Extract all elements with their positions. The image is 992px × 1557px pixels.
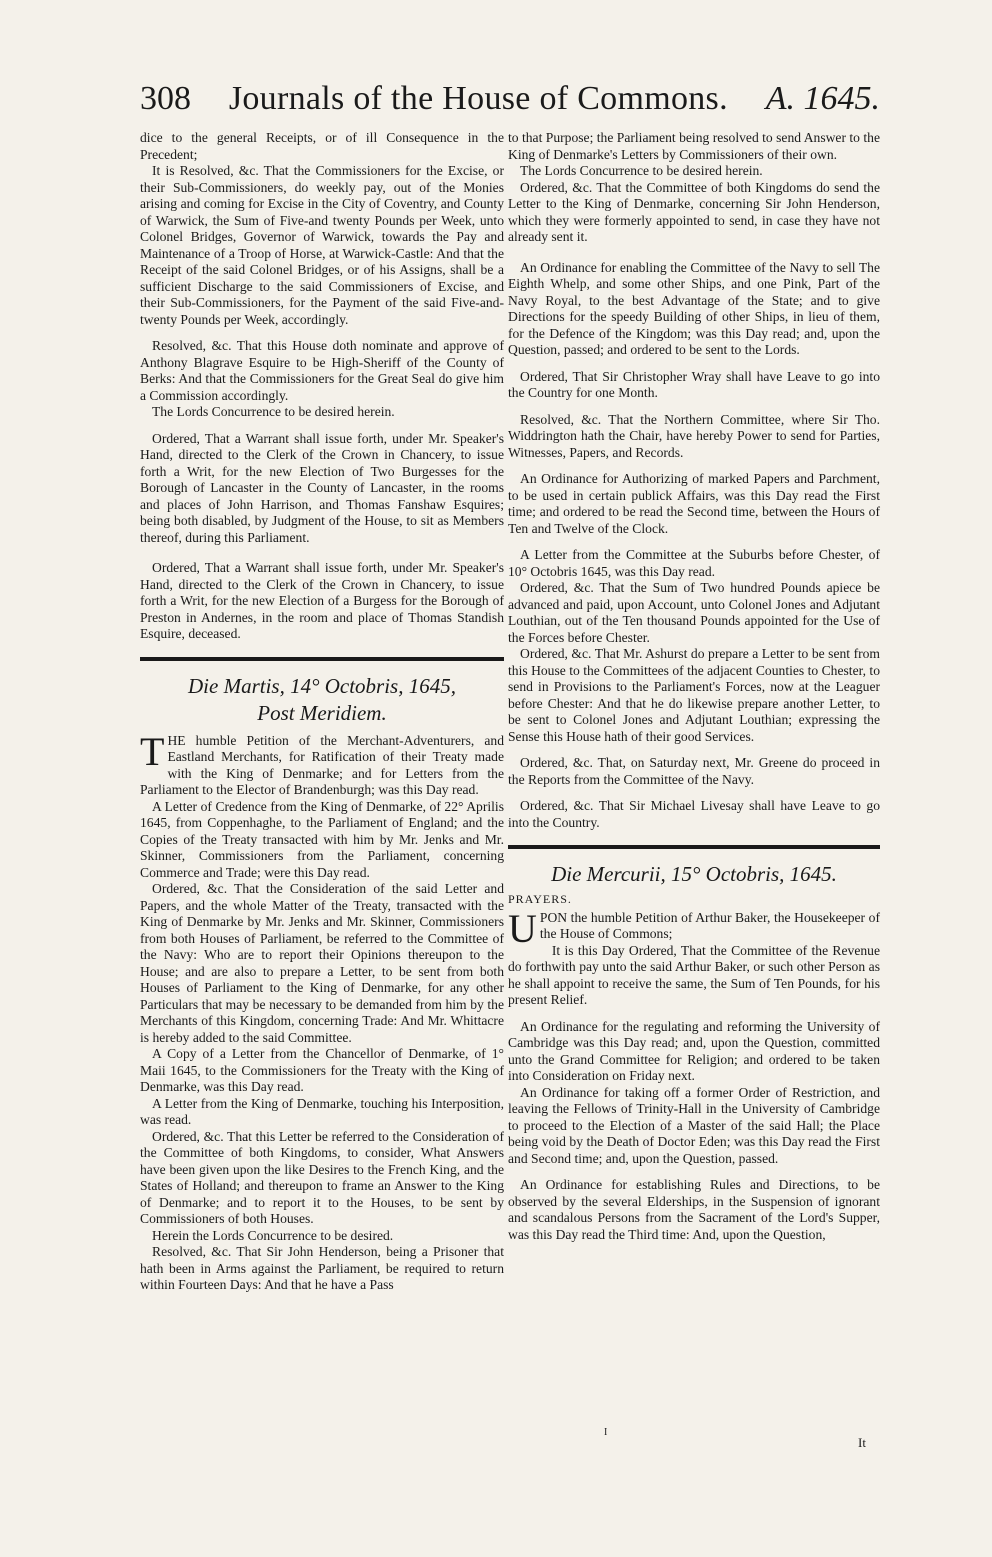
paragraph: A Copy of a Letter from the Chancellor of Denmarke, of 1° Maii 1645, to the Commissioners for the Treaty with the King of Denmarke, was this Day read. (140, 1046, 504, 1094)
paragraph: An Ordinance for taking off a former Order of Restriction, and leaving the Fellows of Trinity-Hall in the University of Cambridge to proceed to the Election of a Master of the said Hall; the Place being void by the Death of Doctor Eden; was this Day read the First and Second time; and, upon the Question, passed. (508, 1084, 880, 1166)
paragraph: The Lords Concurrence to be desired herein. (520, 163, 763, 178)
paragraph: Ordered, &c. That the Sum of Two hundred Pounds apiece be advanced and paid, upon Account, unto Colonel Jones and Adjutant Louthian, out of the Ten thousand Pounds appointed for the Use of the Forces before Chester. (508, 580, 880, 645)
paragraph: Ordered, That Sir Christopher Wray shall have Leave to go into the Country for one Month. (508, 368, 880, 400)
paragraph: dice to the general Receipts, or of ill Consequence in the Precedent; (140, 130, 504, 162)
catchword: It (858, 1435, 866, 1450)
section-divider (140, 657, 504, 661)
paragraph: Ordered, &c. That, on Saturday next, Mr. Greene do proceed in the Reports from the Committee of the Navy. (508, 755, 880, 787)
paragraph: Resolved, &c. That this House doth nominate and approve of Anthony Blagrave Esquire to be High-Sheriff of the County of Berks: And that the Commissioners for the Great Seal do give him a Commission accordingly. (140, 338, 504, 403)
section-divider (508, 845, 880, 849)
paragraph-text: HE humble Petition of the Merchant-Adventurers, and Eastland Merchants, for Ratification of their Treaty made with the King of Denmarke; and for Letters from the Parliament to the Elector of Brandenburgh; was this Day read. (140, 732, 504, 797)
paragraph: A Letter from the Committee at the Suburbs before Chester, of 10° Octobris 1645, was this Day read. (508, 547, 880, 579)
paragraph: The Lords Concurrence to be desired herein. (152, 404, 395, 419)
paragraph: An Ordinance for the regulating and reforming the University of Cambridge was this Day read; and, upon the Question, committed unto the Grand Committee for Religion; and ordered to be taken into Consideration on Friday next. (508, 1018, 880, 1083)
signature-mark: I (604, 1427, 608, 1438)
paragraph: Ordered, &c. That Sir Michael Livesay shall have Leave to go into the Country. (508, 798, 880, 830)
paragraph: Ordered, &c. That the Committee of both Kingdoms do send the Letter to the King of Denmarke, concerning Sir John Henderson, which they were formerly appointed to send, in case they have not already sent it. (508, 179, 880, 244)
paragraph: Ordered, &c. That Mr. Ashurst do prepare a Letter to be sent from this House to the Committees of the adjacent Counties to Chester, to send in Provisions to the Parliament's Forces, now at the Leaguer before Chester: And that he do likewise prepare another Letter, to be sent to Colonel Jones and Adjutant Louthian; expressing the Sense this House hath of their good Services. (508, 646, 880, 744)
paragraph: to that Purpose; the Parliament being resolved to send Answer to the King of Denmarke's Letters by Commissioners of their own. (508, 130, 880, 162)
section-subheading: Post Meridiem. (257, 700, 387, 725)
paragraph-text: PON the humble Petition of Arthur Baker, the Housekeeper of the House of Commons; (539, 909, 880, 941)
paragraph: Herein the Lords Concurrence to be desired. (152, 1227, 394, 1243)
drop-cap: U (508, 905, 537, 951)
paragraph: Ordered, That a Warrant shall issue forth, under Mr. Speaker's Hand, directed to the Clerk of the Crown in Chancery, to issue forth a Writ, for the new Election of Two Burgesses for the Borough of Lancaster in the County of Lancaster, in the rooms and places of John Harrison, and Thomas Fanshaw Esquires; being both disabled, by Judgment of the House, to sit as Members thereof, during this Parliament. (140, 430, 504, 545)
page-number: 308 (140, 80, 191, 117)
paragraph (140, 728, 504, 799)
right-column (508, 130, 880, 1243)
prayers-label: PRAYERS. (508, 892, 572, 906)
paragraph: It is Resolved, &c. That the Commissioners for the Excise, or their Sub-Commissioners, do weekly pay, out of the Monies arising and coming for Excise in the City of Coventry, and County of Warwick, the Sum of Five-and twenty Pounds per Week, unto Colonel Bridges, Governor of Warwick, towards the Pay and Maintenance of a Troop of Horse, at Warwick-Castle: And that the Receipt of the said Colonel Bridges, or of his Assigns, shall be a sufficient Discharge to the said Commissioners of Excise, and their Sub-Commissioners, for the Payment of the said Five-and-twenty Pounds per Week, accordingly. (140, 163, 504, 327)
journal-title: Journals of the House of Commons. (228, 80, 728, 117)
paragraph: Resolved, &c. That Sir John Henderson, being a Prisoner that hath been in Arms against the Parliament, be required to return within Fourteen Days: And that he have a Pass (140, 1244, 504, 1292)
paragraph: Ordered, &c. That the Consideration of the said Letter and Papers, and the whole Matter of the Treaty, transacted with the King of Denmarke by Mr. Jenks and Mr. Skinner, Commissioners from both Houses of Parliament, be referred to the Committee of the Navy: Who are to report their Opinions thereupon to the House; and are also to prepare a Letter, to be sent from both Houses of Parliament to the King of Denmarke, for any other Particulars that may be necessary to be demanded from him by the Merchants of this Kingdom, concerning Trade: And Mr. Whittacre is hereby added to the said Committee. (140, 881, 504, 1045)
paragraph: An Ordinance for enabling the Committee of the Navy to sell The Eighth Whelp, and some other Ships, and one Pink, Part of the Navy Royal, to the best Advantage of the State; and to give Directions for the speedy Building of other Ships, in lieu of them, for the Defence of the Kingdom; was this Day read; and, upon the Question, passed; and ordered to be sent to the Lords. (508, 259, 880, 357)
paragraph: A Letter of Credence from the King of Denmarke, of 22° Aprilis 1645, from Coppenhaghe, to the Parliament of England; and the Copies of the Treaty transacted with him by Mr. Jenks and Mr. Skinner, Commissioners from the Parliament, concerning Commerce and Trade; were this Day read. (140, 798, 504, 880)
left-column (140, 130, 504, 1294)
page-header (140, 80, 880, 120)
paragraph: An Ordinance for Authorizing of marked Papers and Parchment, to be used in certain publick Affairs, was this Day read the First time; and ordered to be read the Second time, between the Hours of Ten and Twelve of the Clock. (508, 471, 880, 536)
paragraph: Ordered, &c. That this Letter be referred to the Consideration of the Committee of both Kingdoms, to consider, What Answers have been given upon the like Desires to the French King, and the States of Holland; and thereupon to frame an Answer to the King of Denmarke; and to report it to the Houses, to be sent by Commissioners of both Houses. (140, 1128, 504, 1226)
section-heading: Die Mercurii, 15° Octobris, 1645. (551, 862, 837, 886)
paragraph: An Ordinance for establishing Rules and Directions, to be observed by the several Elderships, in the Suspension of ignorant and scandalous Persons from the Sacrament of the Lord's Supper, was this Day read the Third time: And, upon the Question, (508, 1177, 880, 1242)
paragraph: It is this Day Ordered, That the Committee of the Revenue do forthwith pay unto the said Arthur Baker, or such other Person as he shall appoint to receive the same, the Sum of Ten Pounds, for his present Relief. (508, 942, 880, 1007)
paragraph: Ordered, That a Warrant shall issue forth, under Mr. Speaker's Hand, directed to the Clerk of the Crown in Chancery, to issue forth a Writ, for the new Election of a Burgess for the Borough of Preston in Andernes, in the room and place of Thomas Standish Esquire, deceased. (140, 560, 504, 641)
paragraph: Resolved, &c. That the Northern Committee, where Sir Tho. Widdrington hath the Chair, have hereby Power to send for Parties, Witnesses, Papers, and Records. (508, 411, 880, 460)
header-year: A. 1645. (765, 80, 880, 117)
drop-cap: T (140, 728, 165, 774)
paragraph (508, 905, 880, 951)
paragraph: A Letter from the King of Denmarke, touching his Interposition, was read. (140, 1095, 504, 1127)
section-heading: Die Martis, 14° Octobris, 1645, (188, 673, 456, 698)
